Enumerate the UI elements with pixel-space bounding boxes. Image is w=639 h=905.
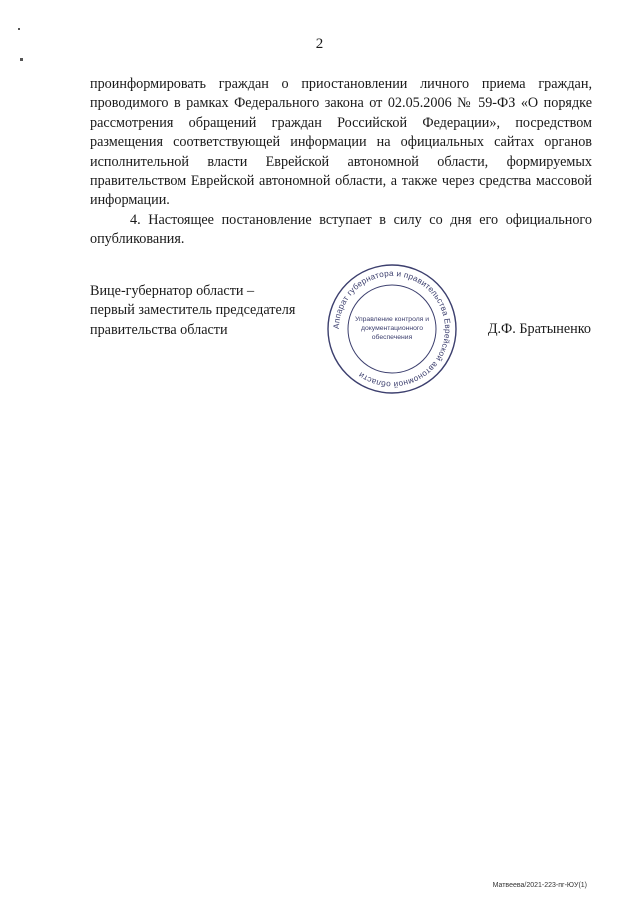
text-line: проводимого в рамках Федерального закона от 02.05.2006 № 59-ФЗ [90,95,516,112]
signer-position [90,282,295,340]
text-line: формируемых правительством Еврейской автономной области, а также через [90,153,593,190]
page-number: 2 [315,36,324,52]
text-line: посредством размещения соответствующей информации на официальных [90,114,593,151]
official-stamp [326,263,458,395]
text-line: сайтах органов исполнительной власти Еврейской автономной области, [90,134,592,170]
stamp-inner-line: Управление контроля и [354,316,430,323]
signer-position-line: первый заместитель председателя [90,302,296,319]
text-line: «О порядке рассмотрения обращений граждан Российской Федерации», [90,95,593,131]
paragraph [90,211,592,250]
text-line: средства массовой информации. [90,173,592,209]
signer-position-line: Вице-губернатор области – [90,283,255,299]
scan-mark [18,28,20,30]
signer-name: Д.Ф. Братыненко [487,321,591,337]
text-line: проинформировать граждан о приостановлении личного приема граждан, [90,76,592,92]
document-body [90,75,592,250]
text-line: 4. Настоящее постановление вступает в силу со дня его официального [130,211,592,228]
stamp-outer-text: Аппарат губернатора и правительства Еврейской автономной области [331,268,453,390]
signer-position-line: правительства области [90,321,228,338]
stamp-graphic [328,265,456,393]
scan-mark [20,58,23,61]
text-line: опубликования. [90,231,185,248]
footer-code: Матвеева/2021-223-пг-ЮУ(1) [492,882,587,889]
stamp-inner-line: документационного [360,325,424,332]
paragraph [90,75,592,211]
stamp-inner-line: обеспечения [371,334,413,341]
